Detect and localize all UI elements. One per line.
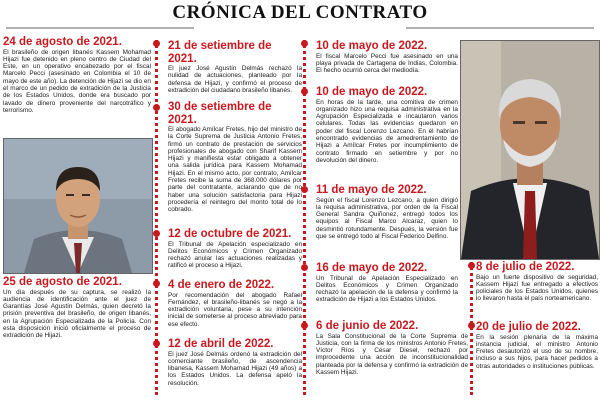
entry-text: El fiscal Marcelo Pecci fue asesinado en una playa privada de Cartagena de Indias, Colombia. El hecho ocurrió cerca del mediodía. [316, 52, 458, 75]
entry-date: 10 de mayo de 2022. [316, 86, 428, 98]
entry-text: El juez José Delmás ordenó la extradición del comerciante brasileño, de ascendencia libanesa, Kassem Mohamad Hijazi (49 años) a los Estados Unidos. La defensa apeló la resolución. [168, 350, 302, 387]
entry-2021-08-24 [3, 36, 151, 136]
entry-2022-07-08 [476, 261, 598, 321]
entry-text: Un día después de su captura, se realizó la audiencia de identificación ante el juez de Garantías José Agustín Delmás, quien decretó la prisión preventiva del brasileño, de origen libanés, en la Agrupación Especializada de la Policía. Con esta disposición inició oficialmente el proceso de extradición de Hijazi. [3, 288, 151, 340]
entry-2022-06-06 [316, 320, 468, 400]
entry-2022-05-16 [316, 262, 458, 320]
page-title: CRÓNICA DEL CONTRATO [172, 2, 428, 23]
timeline-dot [153, 104, 160, 111]
timeline-dot [301, 88, 308, 95]
entry-2021-09-21 [168, 40, 302, 100]
entry-date: 24 de agosto de 2021. [3, 36, 122, 48]
entry-date: 25 de agosto de 2021. [3, 276, 122, 288]
entry-text: Un Tribunal de Apelación Especializado en Delitos Económicos y Crimen Organizado rechazó la apelación de la defensa y confirmó la extradición de Hijazi a los Estados Unidos. [316, 274, 458, 304]
timeline-dot [468, 322, 475, 329]
title-rule-right [406, 27, 594, 29]
entry-2022-05-10-b [316, 86, 458, 184]
entry-2022-04-12 [168, 338, 302, 400]
photo-antonio-fretes [460, 40, 600, 260]
entry-text: El Tribunal de Apelación especializado en Delitos Económicos y Crimen Organizado rechazó anular las actuaciones realizadas y ratificó el proceso a Hijazi. [168, 240, 302, 270]
entry-date: 11 de mayo de 2022. [316, 184, 427, 196]
timeline-dot [153, 40, 160, 47]
entry-text: El abogado Amílcar Fretes, hijo del ministro de la Corte Suprema de Justicia Antonio Fretes, firmó un contrato de prestación de servicios profesionales de abogado con Sharif Kassem Hijazi y manifiesta estar obligado a obtener una salida jurídica para Kassem Mohamad Hijazi. En el mismo acto, por contrato, Amílcar Fretes recibe la suma de 368.000 dólares por parte del contratante, aclarando que de no haber una solución satisfactoria para Hijazi procedería el reintegro del monto total de lo cobrado. [168, 126, 302, 214]
entry-text: Por recomendación del abogado Rafael Fernández, el brasileño-libanés se negó a la extradición voluntaria, pese a su intención inicial de someterse al proceso abreviado para ese efecto. [168, 291, 302, 328]
entry-text: En horas de la tarde, una comitiva de crimen organizado hizo una requisa administrativa en la Agrupación Especializada e incautaron varios celulares. Todas las evidencias quedaron en poder del fiscal Lorenzo Lezcano. En él habrían encontrado evidencias de amedrentamiento de Hijazi a Amílcar Fretes por incumplimiento de contrato firmado en setiembre y por no devolución del dinero. [316, 98, 458, 164]
entry-date: 20 de julio de 2022. [476, 321, 581, 333]
entry-text: El juez José Agustín Delmás rechazó la nulidad de actuaciones, planteado por la defensa de Hijazi, y confirmó el proceso de extradición del ciudadano brasileño libanés. [168, 65, 302, 94]
timeline-dot [153, 340, 160, 347]
entry-date: 8 de julio de 2022. [476, 261, 575, 273]
timeline-dot [153, 230, 160, 237]
entry-date: 21 de setiembre de 2021. [168, 40, 272, 65]
entry-date: 12 de abril de 2022. [168, 338, 274, 350]
timeline-dot [301, 40, 308, 47]
entry-text: En la sesión plenaria de la máxima instancia judicial, el ministro Antonio Fretes desautorizó el uso de su nombre, incluso a sus hijos, para hacer pedidos a otras autoridades o instituciones públicas. [476, 333, 598, 370]
entry-date: 10 de mayo de 2022. [316, 40, 428, 52]
entry-date: 30 de setiembre de 2021. [168, 101, 272, 126]
entry-2021-10-12 [168, 228, 302, 278]
timeline-dot [301, 322, 308, 329]
entry-2022-07-20 [476, 321, 598, 400]
entry-date: 4 de enero de 2022. [168, 279, 275, 291]
entry-2021-08-25 [3, 276, 151, 400]
entry-text: La Sala Constitucional de la Corte Suprema de Justicia, con la firma de los ministros Antonio Fretes, Víctor Ríos y César Diesel, rechazó por improcedente una acción de inconstitucionalidad planteada por la defensa y confirmó la extradición de Kassem Hijazi. [316, 332, 468, 376]
entry-text: Según el fiscal Lorenzo Lezcano, a quien dirigió la requisa administrativa, por orden de la Fiscal General Sandra Quiñonez, entregó todos los equipos al Fiscal Marco Alcaraz, quien lo desmintió rotundamente. Después, la versión fue que se entregó todo al Fiscal Federico Delfino. [316, 196, 458, 240]
photo-kassem-hijazi [3, 138, 153, 274]
entry-2021-09-30 [168, 101, 302, 227]
entry-date: 6 de junio de 2022. [316, 320, 419, 332]
entry-text: El brasileño de origen libanés Kassem Mohamad Hijazi fue detenido en pleno centro de Ciudad del Este, en un operativo encabezado por el fiscal Marcelo Pecci (asesinado en Colombia el 10 de mayo de este año). La detención de Hijazi se dio en el marco de un pedido de extradición de la Justicia de los Estados Unidos, donde era buscado por lavado de dinero proveniente del narcotráfico y terrorismo. [3, 48, 151, 114]
timeline-dot [301, 264, 308, 271]
title-rule-left [6, 27, 194, 29]
timeline-dot [301, 186, 308, 193]
entry-text: Bajo un fuerte dispositivo de seguridad, Kassem Hijazi fue entregado a efectivos policiales de los Estados Unidos, quienes lo llevaron hasta el país norteamericano. [476, 273, 598, 303]
entry-date: 12 de octubre de 2021. [168, 228, 292, 240]
entry-2022-05-11 [316, 184, 458, 262]
entry-2022-05-10-a [316, 40, 458, 86]
entry-2022-01-04 [168, 279, 302, 337]
entry-date: 16 de mayo de 2022. [316, 262, 428, 274]
timeline-dot [468, 262, 475, 269]
timeline-dot [153, 280, 160, 287]
